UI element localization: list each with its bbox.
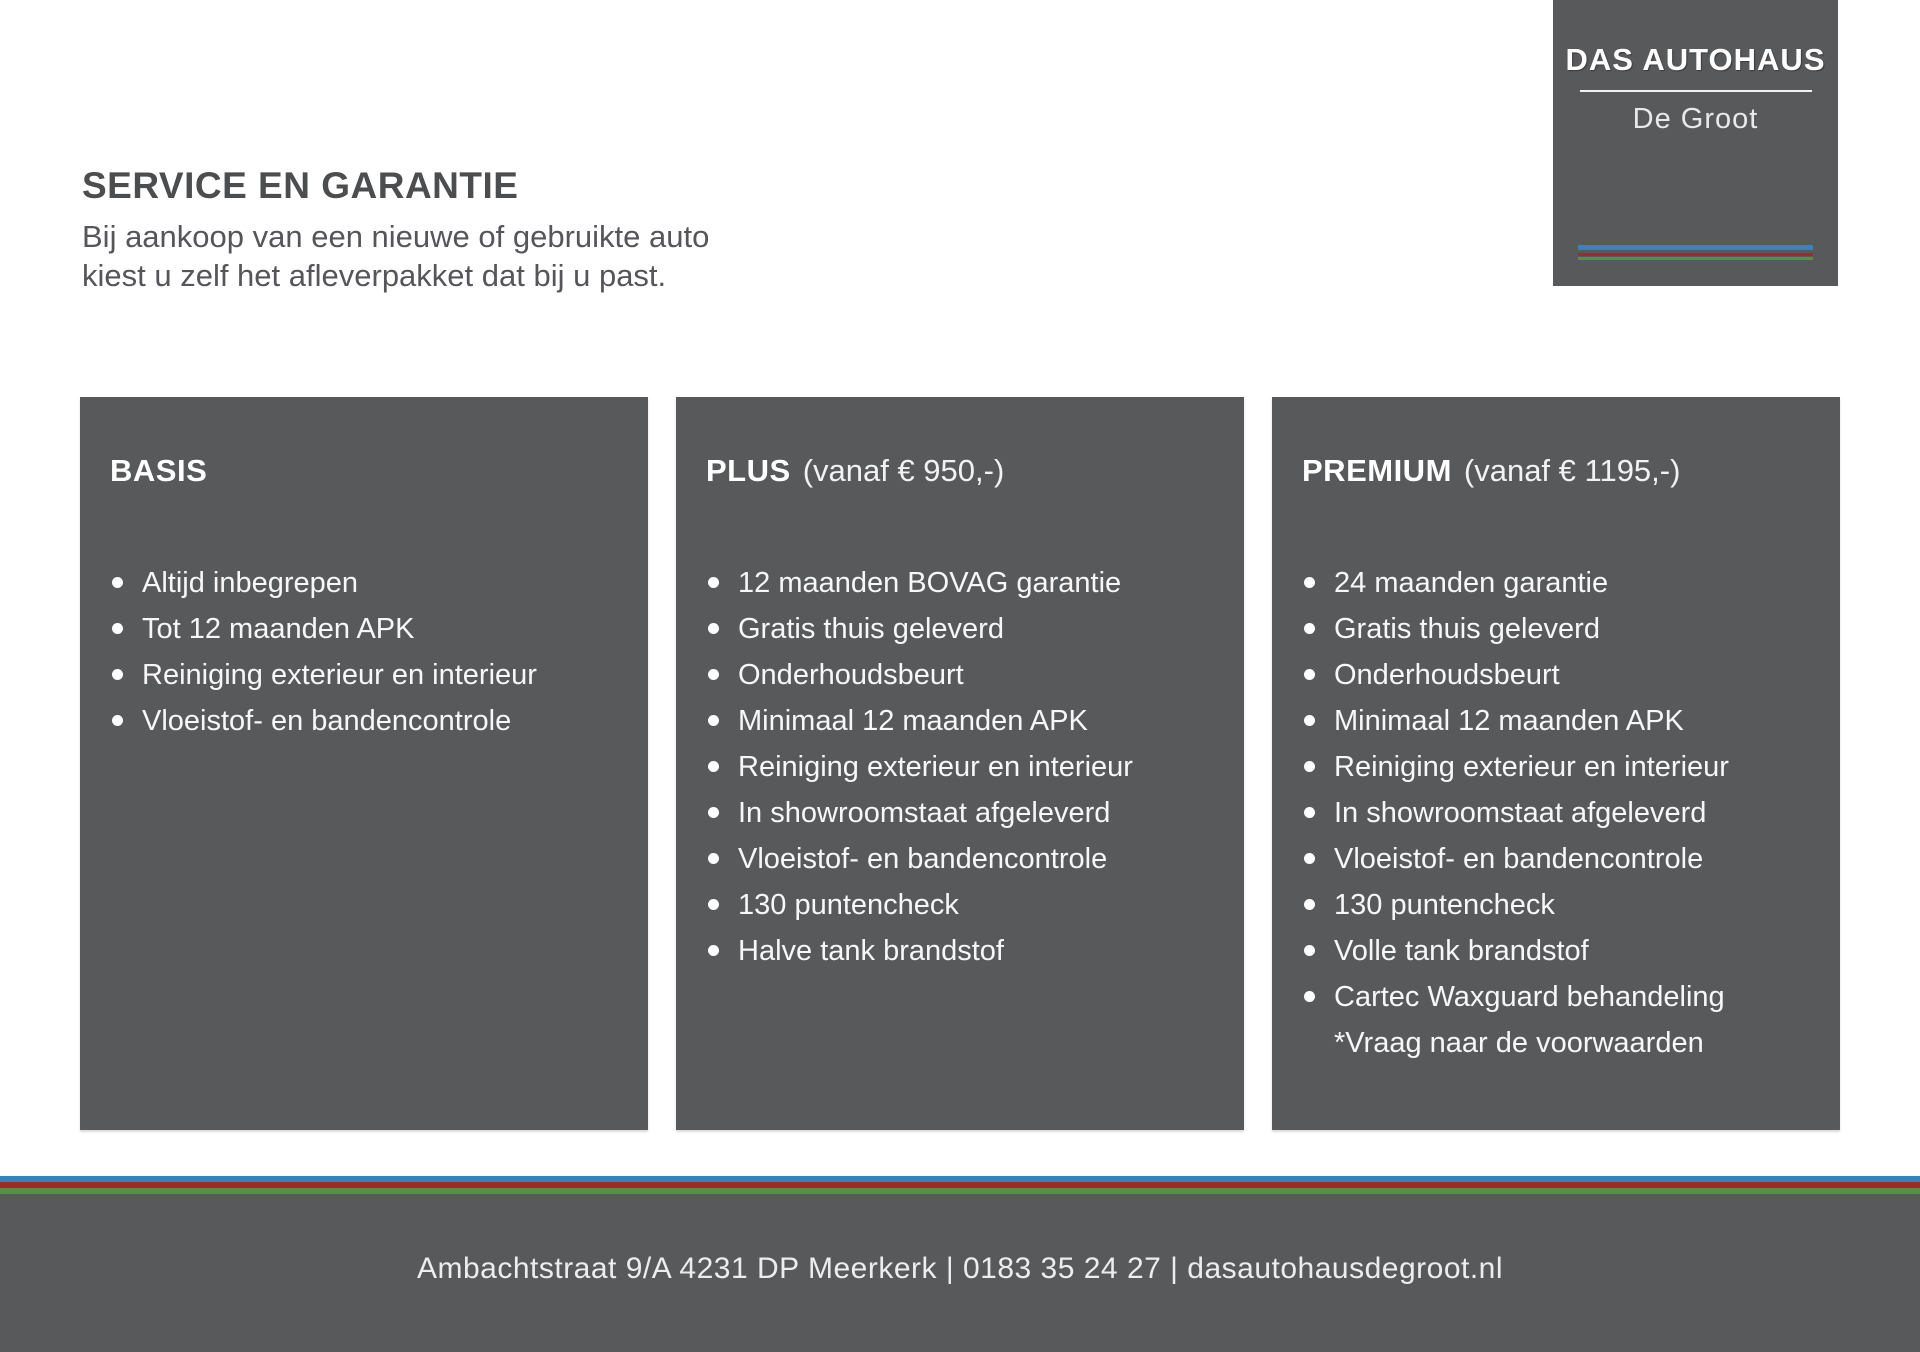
package-list-item-label: Vloeistof- en bandencontrole [142, 705, 512, 737]
package-list-item [706, 560, 1230, 606]
brand-logo-stripes [1578, 245, 1813, 260]
package-list-item [1302, 836, 1826, 882]
package-list-item-label: Cartec Waxguard behandeling [1334, 981, 1725, 1013]
brand-logo-title: DAS AUTOHAUS [1565, 42, 1826, 77]
bullet-icon [708, 577, 719, 588]
package-list-item-label: Gratis thuis geleverd [1334, 613, 1600, 645]
bullet-icon [1304, 669, 1315, 680]
bullet-icon [1304, 991, 1315, 1002]
package-list-item [1302, 790, 1826, 836]
package-list-item-label: Vloeistof- en bandencontrole [738, 843, 1108, 875]
package-list-item [706, 928, 1230, 974]
stripe-green [1578, 257, 1813, 260]
package-list-item-label: Gratis thuis geleverd [738, 613, 1004, 645]
package-list-item [110, 698, 634, 744]
bullet-icon [708, 715, 719, 726]
page-header [82, 165, 709, 295]
package-card-premium [1272, 397, 1840, 1130]
package-name: BASIS [110, 453, 208, 488]
footer-bar [0, 1194, 1920, 1352]
package-list-item-label: Vloeistof- en bandencontrole [1334, 843, 1704, 875]
package-name: PREMIUM [1302, 453, 1452, 488]
package-feature-list [1302, 560, 1826, 1066]
package-list-item-label: 12 maanden BOVAG garantie [738, 567, 1122, 599]
bullet-icon [708, 807, 719, 818]
package-list-item [706, 698, 1230, 744]
bullet-icon [708, 899, 719, 910]
bullet-icon [1304, 899, 1315, 910]
package-cards-row [80, 397, 1840, 1130]
package-list-item [1302, 560, 1826, 606]
package-title [1302, 453, 1820, 489]
page-subtitle [82, 217, 709, 295]
package-list-item-label: Minimaal 12 maanden APK [738, 705, 1088, 737]
package-list-item [1302, 698, 1826, 744]
package-card-plus [676, 397, 1244, 1130]
bullet-icon [708, 945, 719, 956]
package-list-item [110, 606, 634, 652]
package-list-item-label: 130 puntencheck [738, 889, 959, 921]
package-list-item-label: In showroomstaat afgeleverd [738, 797, 1111, 829]
bullet-icon [708, 669, 719, 680]
package-title [706, 453, 1224, 489]
package-feature-list [110, 560, 634, 744]
bullet-icon [1304, 807, 1315, 818]
package-list-item [1302, 652, 1826, 698]
package-card-basis [80, 397, 648, 1130]
package-name: PLUS [706, 453, 791, 488]
package-list-item-label: Minimaal 12 maanden APK [1334, 705, 1684, 737]
bullet-icon [112, 715, 123, 726]
bullet-icon [708, 761, 719, 772]
bullet-icon [112, 669, 123, 680]
package-list-item-label: 24 maanden garantie [1334, 567, 1609, 599]
bullet-icon [112, 577, 123, 588]
package-list-item-label: Volle tank brandstof [1334, 935, 1589, 967]
package-list-item [110, 652, 634, 698]
bullet-icon [112, 623, 123, 634]
bullet-icon [1304, 945, 1315, 956]
package-list-item [1302, 882, 1826, 928]
package-feature-list [706, 560, 1230, 974]
package-list-item-label: In showroomstaat afgeleverd [1334, 797, 1707, 829]
package-list-item [706, 744, 1230, 790]
bullet-icon [708, 853, 719, 864]
page-footer [0, 1176, 1920, 1352]
package-list-item-label: Reiniging exterieur en interieur [738, 751, 1133, 783]
stripe-blue [1578, 245, 1813, 250]
package-list-item [706, 606, 1230, 652]
bullet-icon [1304, 715, 1315, 726]
bullet-icon [1304, 761, 1315, 772]
package-list-item-label: 130 puntencheck [1334, 889, 1555, 921]
page-title: SERVICE EN GARANTIE [82, 165, 519, 206]
bullet-icon [1304, 853, 1315, 864]
package-list-item [706, 882, 1230, 928]
page-subtitle-line-2: kiest u zelf het afleverpakket dat bij u past. [82, 258, 667, 293]
package-title [110, 453, 628, 489]
page-subtitle-line-1: Bij aankoop van een nieuwe of gebruikte auto [82, 219, 710, 254]
package-list-item [1302, 928, 1826, 974]
package-list-item [706, 790, 1230, 836]
package-list-item [1302, 974, 1826, 1020]
package-list-item [1302, 744, 1826, 790]
package-list-item-label: Reiniging exterieur en interieur [142, 659, 537, 691]
bullet-icon [1304, 623, 1315, 634]
footer-contact-info: Ambachtstraat 9/A 4231 DP Meerkerk | 0183 35 24 27 | dasautohausdegroot.nl [416, 1252, 1504, 1285]
package-list-item-label: Altijd inbegrepen [142, 567, 359, 599]
package-list-item-label: Halve tank brandstof [738, 935, 1004, 967]
package-list-item-label: Onderhoudsbeurt [738, 659, 964, 691]
package-price: (vanaf € 1195,-) [1463, 453, 1681, 488]
bullet-icon [1304, 577, 1315, 588]
package-list-item-label: Tot 12 maanden APK [142, 613, 415, 645]
brand-logo [1553, 0, 1838, 286]
package-price: (vanaf € 950,-) [802, 453, 1005, 488]
package-list-item [1302, 606, 1826, 652]
package-footnote: *Vraag naar de voorwaarden [1334, 1027, 1704, 1059]
package-list-item-label: Onderhoudsbeurt [1334, 659, 1560, 691]
brand-logo-dealer-name: De Groot [1632, 103, 1759, 135]
package-list-item-label: Reiniging exterieur en interieur [1334, 751, 1729, 783]
stripe-red [1578, 253, 1813, 256]
package-list-item [110, 560, 634, 606]
brand-logo-divider [1580, 90, 1812, 92]
bullet-icon [708, 623, 719, 634]
package-list-item [706, 836, 1230, 882]
package-list-item [706, 652, 1230, 698]
